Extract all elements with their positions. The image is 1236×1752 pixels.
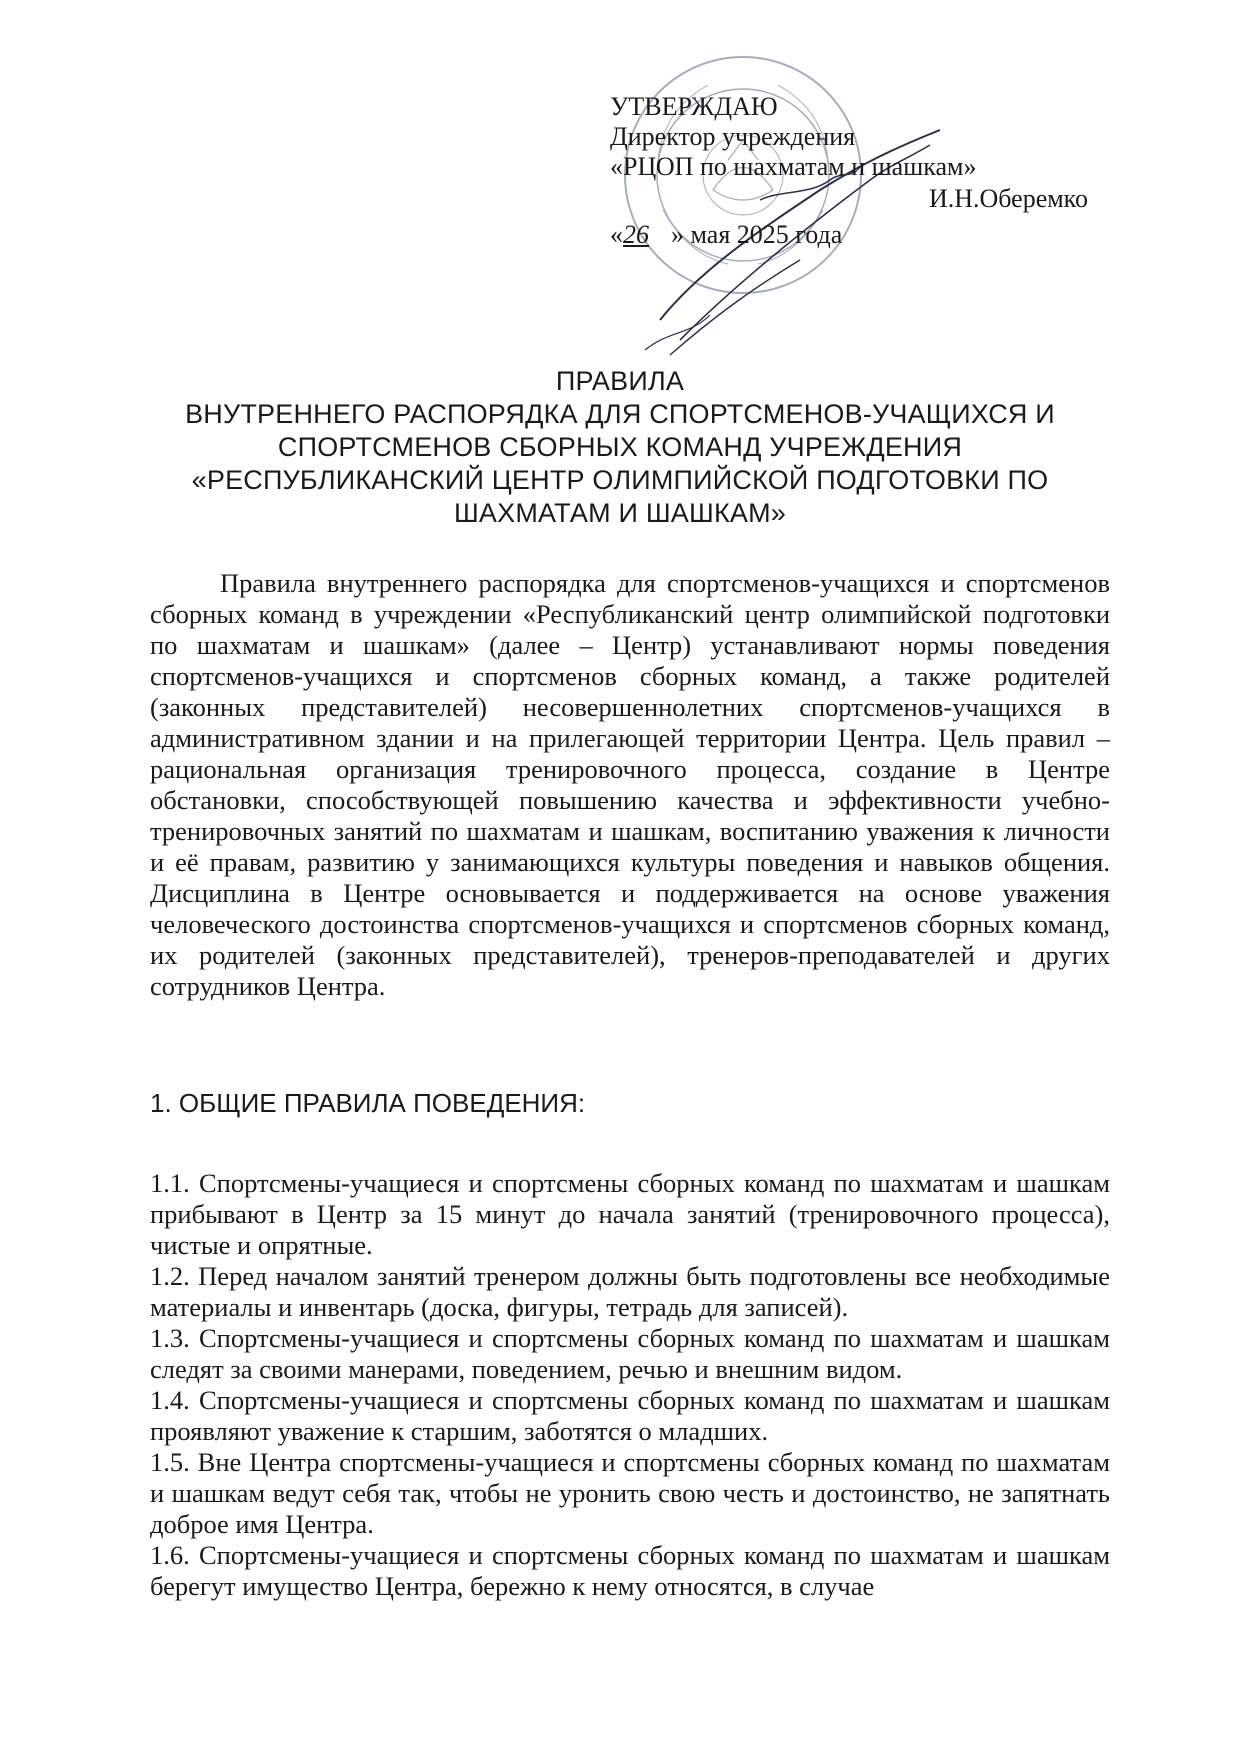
title-line-1: ПРАВИЛА bbox=[555, 366, 685, 396]
rule-item: 1.2. Перед началом занятий тренером должны быть подготовлены все необходимые материалы и инвентарь (доска, фигуры, тетрадь для записей). bbox=[150, 1261, 1110, 1322]
rule-item: 1.6. Спортсмены-учащиеся и спортсмены сборных команд по шахматам и шашкам берегут имущество Центра, бережно к нему относятся, в случае bbox=[150, 1540, 1110, 1601]
title-line-3: СПОРТСМЕНОВ СБОРНЫХ КОМАНД УЧРЕЖДЕНИЯ bbox=[277, 432, 963, 462]
intro-paragraph: Правила внутреннего распорядка для спортсменов-учащихся и спортсменов сборных команд в учреждении «Республиканский центр олимпийской подготовки по шахматам и шашкам» (далее – Центр) устанавливают нормы поведения спортсменов-учащихся и спортсменов сборных команд, а также родителей (законных представителей) несовершеннолетних спортсменов-учащихся в административном здании и на прилегающей территории Центра. Цель правил – рациональная организация тренировочного процесса, создание в Центре обстановки, способствующей повышению качества и эффективности учебно-тренировочных занятий по шахматам и шашкам, воспитанию уважения к личности и её правам, развитию у занимающихся культуры поведения и навыков общения. Дисциплина в Центре основывается и поддерживается на основе уважения человеческого достоинства спортсменов-учащихся и спортсменов сборных команд, их родителей (законных представителей), тренеров-преподавателей и других сотрудников Центра. bbox=[150, 568, 1110, 1001]
date-rest: » мая 2025 года bbox=[671, 220, 843, 249]
approval-block bbox=[610, 92, 1110, 250]
title-line-2: ВНУТРЕННЕГО РАСПОРЯДКА ДЛЯ СПОРТСМЕНОВ-УЧАЩИХСЯ И bbox=[185, 399, 1055, 429]
rule-item: 1.5. Вне Центра спортсмены-учащиеся и спортсмены сборных команд по шахматам и шашкам ведут себя так, чтобы не уронить свою честь и достоинство, не запятнать доброе имя Центра. bbox=[150, 1447, 1110, 1539]
document-title bbox=[120, 365, 1120, 530]
approval-date bbox=[610, 220, 1110, 250]
rule-item: 1.3. Спортсмены-учащиеся и спортсмены сборных команд по шахматам и шашкам следят за своими манерами, поведением, речью и внешним видом. bbox=[150, 1323, 1110, 1384]
rules-list bbox=[150, 1168, 1110, 1602]
approval-organization: «РЦОП по шахматам и шашкам» bbox=[610, 152, 977, 181]
approval-heading: УТВЕРЖДАЮ bbox=[610, 92, 778, 121]
approval-signer: И.Н.Оберемко bbox=[928, 184, 1088, 213]
title-line-5: ШАХМАТАМ И ШАШКАМ» bbox=[453, 498, 786, 528]
title-line-4: «РЕСПУБЛИКАНСКИЙ ЦЕНТР ОЛИМПИЙСКОЙ ПОДГОТОВКИ ПО bbox=[191, 465, 1049, 495]
section-heading: 1. ОБЩИЕ ПРАВИЛА ПОВЕДЕНИЯ: bbox=[150, 1088, 586, 1118]
date-day: 26 bbox=[623, 220, 649, 249]
rule-item: 1.4. Спортсмены-учащиеся и спортсмены сборных команд по шахматам и шашкам проявляют уважение к старшим, заботятся о младших. bbox=[150, 1385, 1110, 1446]
date-open-quote: « bbox=[610, 220, 623, 249]
approval-position: Директор учреждения bbox=[610, 122, 856, 151]
rule-item: 1.1. Спортсмены-учащиеся и спортсмены сборных команд по шахматам и шашкам прибывают в Центр за 15 минут до начала занятий (тренировочного процесса), чистые и опрятные. bbox=[150, 1168, 1110, 1260]
